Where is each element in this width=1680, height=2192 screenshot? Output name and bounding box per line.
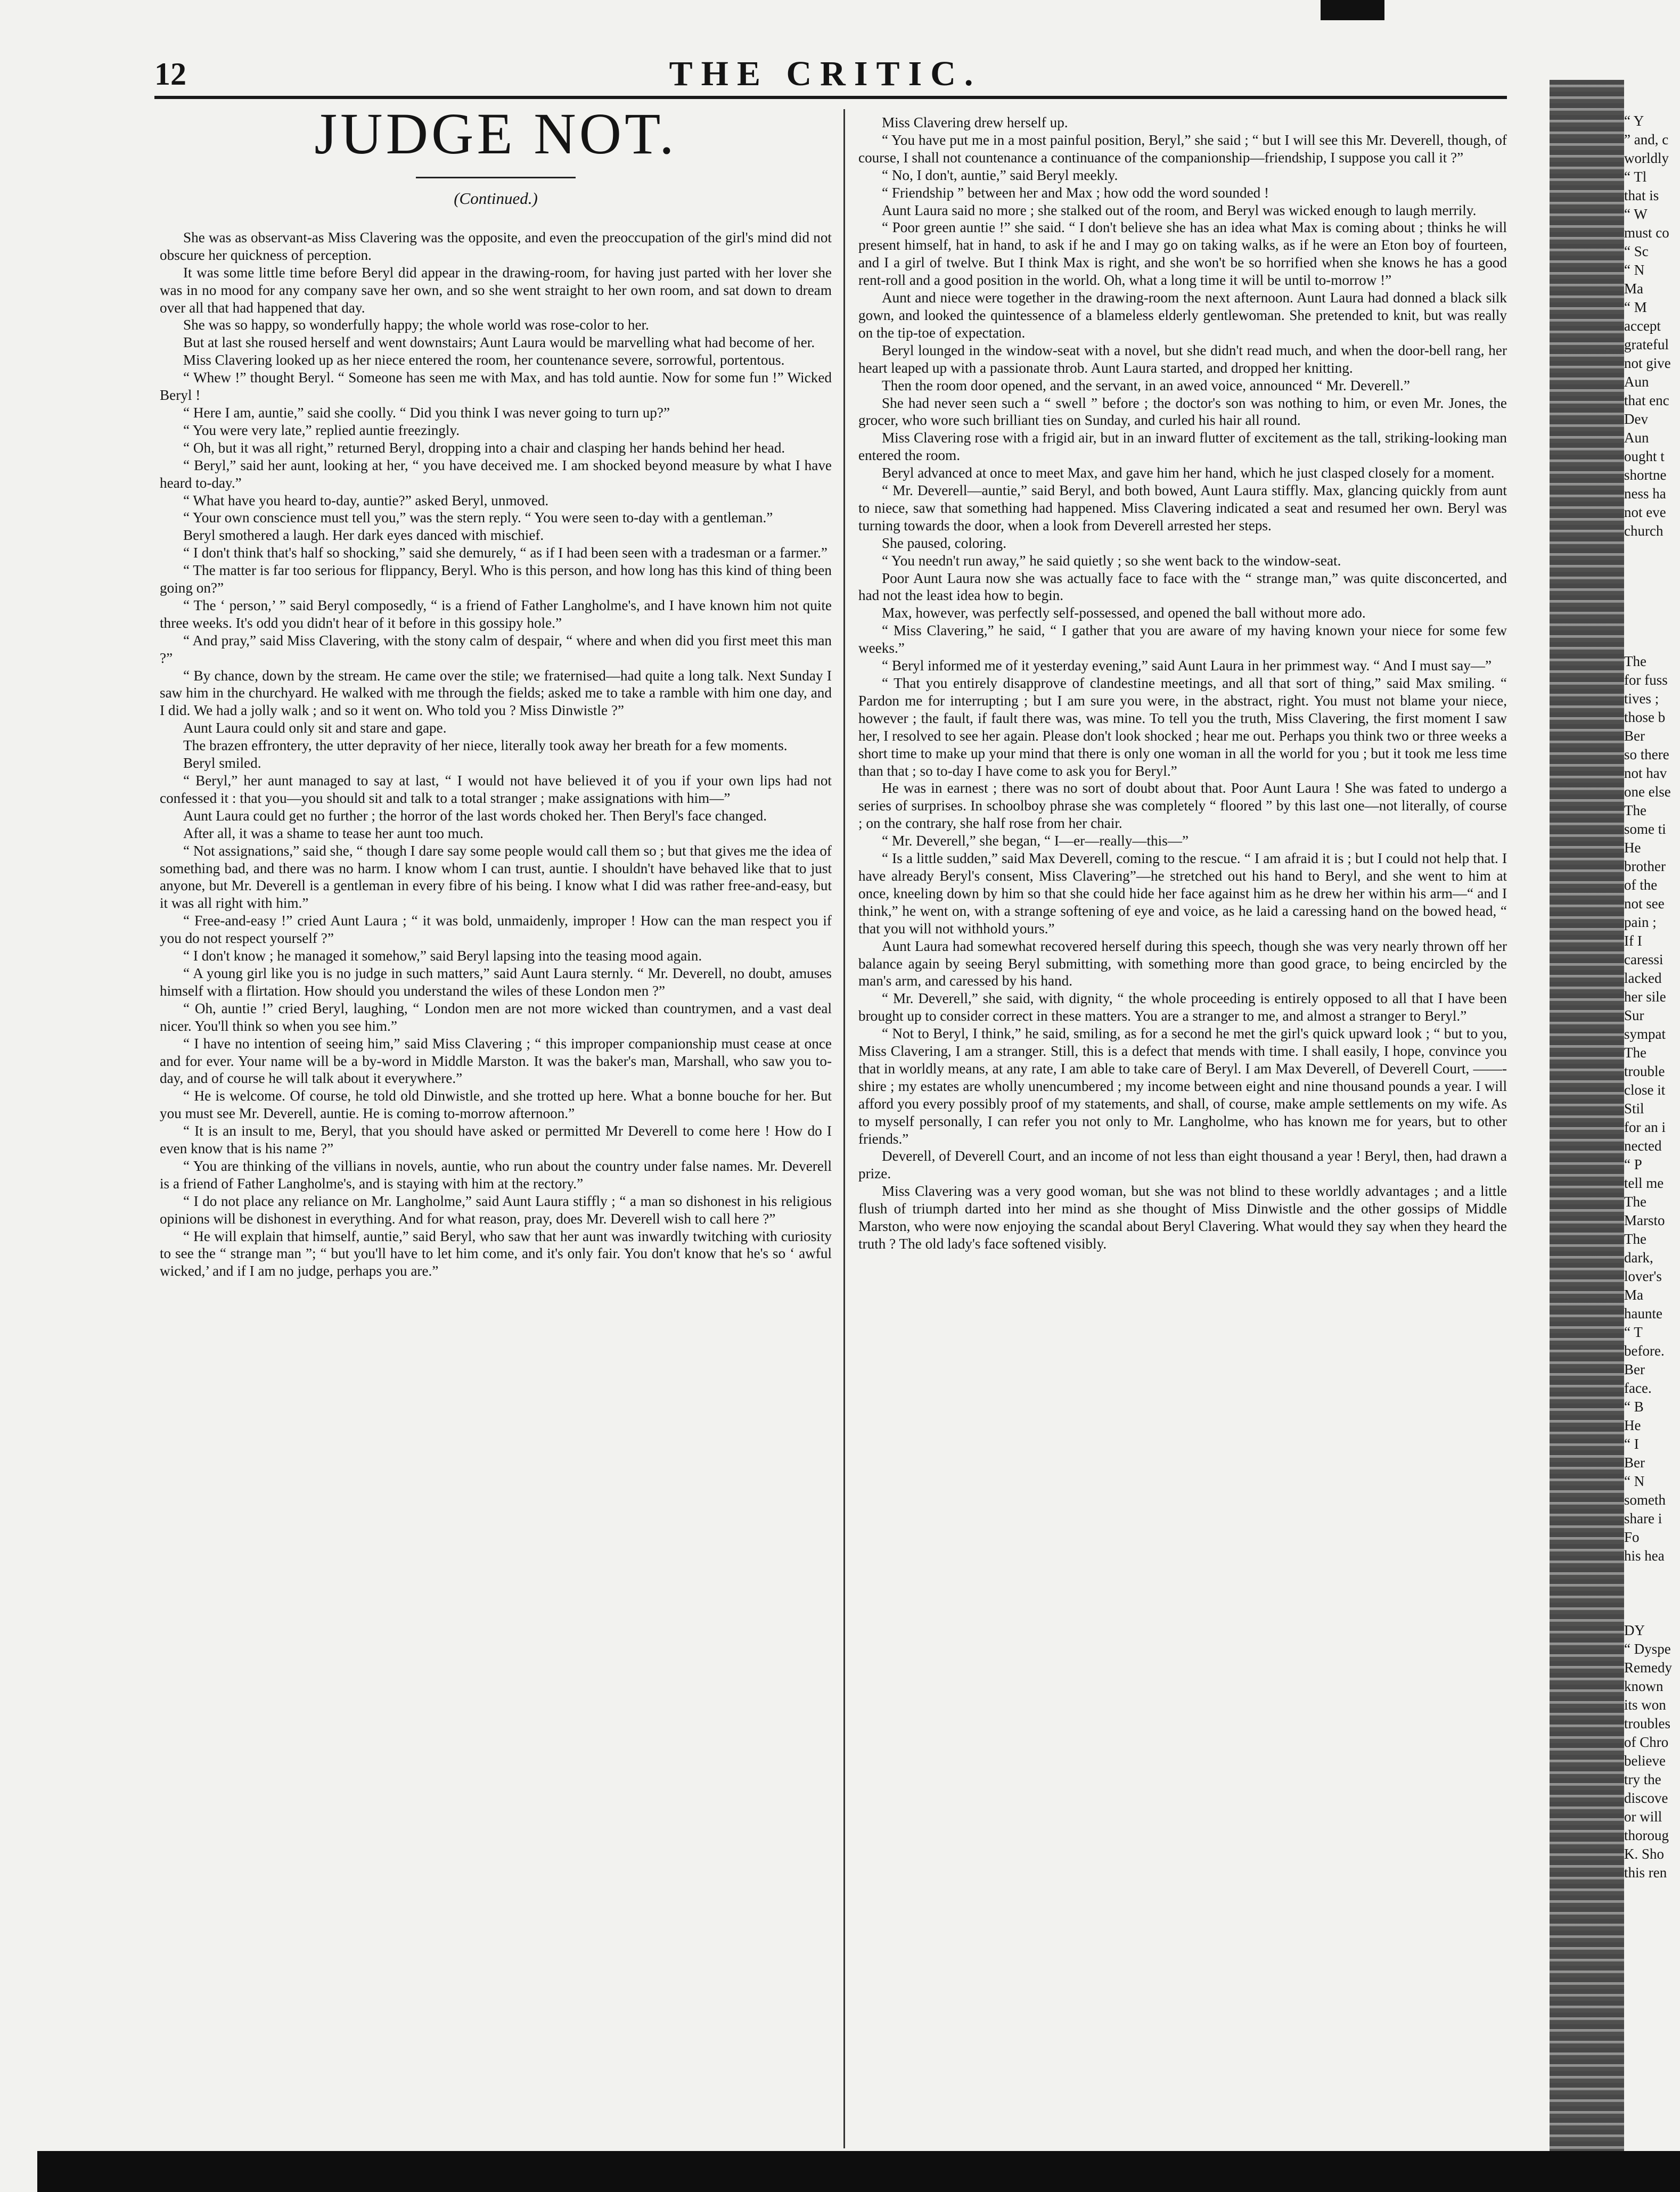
- paragraph: “ Is a little sudden,” said Max Deverell, coming to the rescue. “ I am afraid it is ; but I could not help that. I have already Beryl's consent, Miss Clavering”—he stretched out his hand to Beryl, and she went to him at once, kneeling down by him so that she could hide her face against him as he drew her within his arm—“ and I think,” he went on, with a strange softening of eye and voice, as he laid a caressing hand on the bowed head, “ that you will not withhold yours.”: [858, 850, 1507, 937]
- page-gutter-shadow: [1550, 80, 1624, 2156]
- paragraph: Miss Clavering drew herself up.: [882, 114, 1068, 130]
- paragraph: “ Oh, but it was all right,” returned Beryl, dropping into a chair and clasping her hands behind her head.: [183, 439, 785, 456]
- story-title: JUDGE NOT.: [314, 104, 677, 166]
- paragraph: “ It is an insult to me, Beryl, that you should have asked or permitted Mr Deverell to come here ! How do I even know that is his name ?”: [160, 1123, 832, 1157]
- paragraph: But at last she roused herself and went downstairs; Aunt Laura would be marvelling what had become of her.: [183, 334, 815, 351]
- paragraph: “ Not assignations,” said she, “ though I dare say some people would call them so ; but that gives me the idea of something bad, and there was no harm. I know whom I can trust, auntie. I shouldn't have behaved like that to just anyone, but Mr. Deverell is a gentleman in every fibre of his being. I know what I did was rather free-and-easy, but it was all right with him.”: [160, 842, 832, 912]
- scan-bottom-edge: [37, 2151, 1680, 2192]
- paragraph: “ A young girl like you is no judge in such matters,” said Aunt Laura sternly. “ Mr. Deverell, no doubt, amuses himself with a flirtation. How should you understand the wiles of these London men ?”: [160, 965, 832, 999]
- paragraph: She was so happy, so wonderfully happy; the whole world was rose-color to her.: [183, 317, 649, 333]
- paragraph: “ Beryl,” said her aunt, looking at her, “ you have deceived me. I am shocked beyond measure by what I have heard to-day.”: [160, 457, 832, 491]
- paragraph: “ The ‘ person,’ ” said Beryl composedly, “ is a friend of Father Langholme's, and I have known him not quite three weeks. It's odd you didn't hear of it before in this gossipy hole.”: [160, 597, 832, 631]
- paragraph: “ He will explain that himself, auntie,” said Beryl, who saw that her aunt was inwardly twitching with curiosity to see the “ strange man ”; “ but you'll have to let him come, and it's only fair. You don't know that he's so ‘ awful wicked,’ and if I am no judge, perhaps you are.”: [160, 1228, 832, 1279]
- paragraph: He was in earnest ; there was no sort of doubt about that. Poor Aunt Laura ! She was fated to undergo a series of surprises. In schoolboy phrase she was completely “ floored ” by this last one—not literally, of course ; on the contrary, she half rose from her chair.: [858, 780, 1507, 832]
- story-subtitle: (Continued.): [454, 189, 538, 208]
- paragraph: “ Mr. Deverell,” she said, with dignity, “ the whole proceeding is entirely opposed to all that I have been brought up to consider correct in these matters. You are a stranger to me, and almost a stranger to Beryl.”: [858, 990, 1507, 1024]
- paragraph: Aunt Laura could only sit and stare and gape.: [183, 720, 447, 736]
- paragraph: “ Your own conscience must tell you,” was the stern reply. “ You were seen to-day with a gentleman.”: [183, 510, 773, 526]
- paragraph: She paused, coloring.: [882, 535, 1007, 551]
- paragraph: Aunt and niece were together in the drawing-room the next afternoon. Aunt Laura had donned a black silk gown, and looked the quintessence of a blameless elderly gentlewoman. She pretended to knit, but was really on the tip-toe of expectation.: [858, 290, 1507, 341]
- paragraph: Aunt Laura could get no further ; the horror of the last words choked her. Then Beryl's face changed.: [183, 807, 767, 824]
- column-divider: [843, 109, 845, 2148]
- paragraph: “ Here I am, auntie,” said she coolly. “ Did you think I was never going to turn up?”: [183, 404, 670, 421]
- title-rule: [416, 177, 576, 178]
- column-left: [160, 104, 832, 2160]
- header-rule: [154, 96, 1507, 99]
- paragraph: “ Whew !” thought Beryl. “ Someone has seen me with Max, and has told auntie. Now for some fun !” Wicked Beryl !: [160, 370, 832, 404]
- paragraph: It was some little time before Beryl did appear in the drawing-room, for having just parted with her lover she was in no mood for any company save her own, and so she went straight to her own room, and sat down to dream over all that had happened that day.: [160, 264, 832, 316]
- paragraph: Aunt Laura had somewhat recovered herself during this speech, though she was very nearly thrown off her balance again by seeing Beryl submitting, with something more than good grace, to being encircled by the man's arm, and caressed by his hand.: [858, 938, 1507, 989]
- paragraph: Miss Clavering looked up as her niece entered the room, her countenance severe, sorrowful, portentous.: [183, 352, 785, 368]
- paragraph: “ Beryl informed me of it yesterday evening,” said Aunt Laura in her primmest way. “ And I must say—”: [882, 658, 1492, 674]
- paragraph: Poor Aunt Laura now she was actually face to face with the “ strange man,” was quite disconcerted, and had not the least idea how to begin.: [858, 570, 1507, 604]
- paragraph: “ I don't think that's half so shocking,” said she demurely, “ as if I had been seen with a tradesman or a farmer.”: [183, 545, 827, 561]
- paragraph: “ Miss Clavering,” he said, “ I gather that you are aware of my having known your niece for some few weeks.”: [858, 622, 1507, 656]
- paragraph: “ What have you heard to-day, auntie?” asked Beryl, unmoved.: [183, 492, 549, 508]
- paragraph: “ No, I don't, auntie,” said Beryl meekly.: [882, 167, 1118, 183]
- paragraph: “ You needn't run away,” he said quietly ; so she went back to the window-seat.: [882, 552, 1341, 569]
- scan-ink-mark: [1321, 0, 1384, 20]
- paragraph: Beryl smiled.: [183, 755, 261, 771]
- column-right: [858, 114, 1507, 2153]
- paragraph: “ Mr. Deverell—auntie,” said Beryl, and both bowed, Aunt Laura stiffly. Max, glancing quickly from aunt to niece, saw that something had happened. Miss Clavering indicated a seat and resumed her own. Beryl was turning towards the door, when a look from Deverell arrested her steps.: [858, 482, 1507, 533]
- paragraph: Miss Clavering rose with a frigid air, but in an inward flutter of excitement as the tall, striking-looking man entered the room.: [858, 430, 1507, 464]
- paragraph: “ Mr. Deverell,” she began, “ I—er—really—this—”: [882, 833, 1189, 849]
- paragraph: “ And pray,” said Miss Clavering, with the stony calm of despair, “ where and when did you first meet this man ?”: [160, 632, 832, 666]
- paragraph: “ Oh, auntie !” cried Beryl, laughing, “ London men are not more wicked than countrymen, and a vast deal nicer. You'll think so when you see him.”: [160, 1000, 832, 1034]
- paragraph: “ The matter is far too serious for flippancy, Beryl. Who is this person, and how long has this kind of thing been going on?”: [160, 562, 832, 596]
- paragraph: “ You have put me in a most painful position, Beryl,” she said ; “ but I will see this Mr. Deverell, though, of course, I shall not countenance a continuance of the companionship—friendship, I suppose you call it ?”: [858, 132, 1507, 166]
- paragraph: “ Friendship ” between her and Max ; how odd the word sounded !: [882, 184, 1269, 201]
- paragraph: The brazen effrontery, the utter depravity of her niece, literally took away her breath for a few moments.: [183, 737, 788, 754]
- running-title: THE CRITIC.: [669, 54, 982, 93]
- paragraph: Beryl smothered a laugh. Her dark eyes danced with mischief.: [183, 527, 544, 544]
- paragraph: “ Not to Beryl, I think,” he said, smiling, as for a second he met the girl's quick upward look ; “ but to you, Miss Clavering, I am a stranger. Still, this is a defect that mends with time. I shall easily, I hope, convince you that in worldly means, at any rate, I am able to take care of Beryl. I am Max Deverell, of Deverell Court, ——-shire ; my estates are wholly unencumbered ; my income between eight and nine thousand pounds a year. I will afford you every possibly proof of my statements, and shall, of course, make ample settlements on my wife. As to myself personally, I can refer you not only to Mr. Langholme, who has known me for years, but to other friends.”: [858, 1025, 1507, 1147]
- paragraph: “ Free-and-easy !” cried Aunt Laura ; “ it was bold, unmaidenly, improper ! How can the man respect you if you do not respect yourself ?”: [160, 913, 832, 947]
- paragraph: “ Poor green auntie !” she said. “ I don't believe she has an idea what Max is coming about ; thinks he will present himself, hat in hand, to ask if he and I may go on taking walks, as if he were an Eton boy of fourteen, and I a girl of twelve. But I think Max is right, and she won't be so horrified when she knows he has a good rent-roll and a good position in the world. Oh, what a long time it will be until to-morrow !”: [858, 219, 1507, 289]
- adjacent-page-text: “ Y ” and, c worldly “ Tl that is “ W must co “ Sc “ N Ma “ M accept grateful not give Aun that enc Dev Aun ought t shortne ness ha not eve church The for fuss tives ; those b Ber so there not hav one else The some ti He brother of the not see pain ; If I caressi lacked her sile Sur sympat The trouble close it Stil for an i nected “ P tell me The Marsto The dark, lover's Ma haunte “ T before. Ber face. “ B He “ I Ber “ N someth share i Fo his hea DY “ Dyspe Remedy known its won troubles of Chro believe try the discove or will thoroug K. Sho this ren: [1624, 113, 1672, 1881]
- paragraph: Max, however, was perfectly self-possessed, and opened the ball without more ado.: [882, 605, 1366, 621]
- page-header: [144, 51, 1507, 98]
- paragraph: “ Beryl,” her aunt managed to say at last, “ I would not have believed it of you if your own lips had not confessed it : that you—you should sit and talk to a total stranger ; make assignations with him—”: [160, 773, 832, 806]
- page-number: 12: [154, 56, 186, 92]
- paragraph: “ I have no intention of seeing him,” said Miss Clavering ; “ this improper companionship must cease at once and for ever. Your name will be a by-word in Middle Marston. It was the baker's man, Marshall, who saw you to-day, and of course he will talk about it everywhere.”: [160, 1035, 832, 1087]
- paragraph: Then the room door opened, and the servant, in an awed voice, announced “ Mr. Deverell.”: [882, 377, 1410, 393]
- adjacent-page-edge: [1550, 80, 1680, 2156]
- paragraph: “ You were very late,” replied auntie freezingly.: [183, 422, 460, 438]
- paragraph: “ I don't know ; he managed it somehow,” said Beryl lapsing into the teasing mood again.: [183, 948, 702, 964]
- paragraph: She was as observant-as Miss Clavering was the opposite, and even the preoccupation of the girl's mind did not obscure her quickness of perception.: [160, 229, 832, 263]
- paragraph: “ By chance, down by the stream. He came over the stile; we fraternised—had quite a long talk. Next Sunday I saw him in the churchyard. He walked with me through the fields; asked me to take a ramble with him one day, and I did. We had a jolly walk ; and so it went on. Who told you ? Miss Dinwistle ?”: [160, 667, 832, 719]
- column-left-body: [160, 229, 832, 1280]
- paragraph: “ That you entirely disapprove of clandestine meetings, and all that sort of thing,” said Max smiling. “ Pardon me for interrupting ; but I am sure you were, in the abstract, right. You must not blame your niece, however ; the fault, if fault there was, was mine. To tell you the truth, Miss Clavering, the first moment I saw her, I resolved to see her again. Please don't look shocked ; hear me out. Perhaps you think two or three weeks a short time to make up your mind that there is only one woman in all the world for you ; but it took me less time than that ; so to-day I have come to ask you for Beryl.”: [858, 675, 1507, 779]
- paragraph: After all, it was a shame to tease her aunt too much.: [183, 825, 483, 841]
- paragraph: “ I do not place any reliance on Mr. Langholme,” said Aunt Laura stiffly ; “ a man so dishonest in his religious opinions will be dishonest in everything. And for what reason, pray, does Mr. Deverell wish to call here ?”: [160, 1193, 832, 1227]
- paragraph: She had never seen such a “ swell ” before ; the doctor's son was nothing to him, or even Mr. Jones, the grocer, who wore such brilliant ties on Sunday, and curled his hair all round.: [858, 395, 1507, 429]
- paragraph: Aunt Laura said no more ; she stalked out of the room, and Beryl was wicked enough to laugh merrily.: [882, 202, 1477, 218]
- paragraph: Deverell, of Deverell Court, and an income of not less than eight thousand a year ! Beryl, then, had drawn a prize.: [858, 1148, 1507, 1182]
- paragraph: “ He is welcome. Of course, he told old Dinwistle, and she trotted up here. What a bonne bouche for her. But you must see Mr. Deverell, auntie. He is coming to-morrow afternoon.”: [160, 1088, 832, 1122]
- paragraph: Beryl lounged in the window-seat with a novel, but she didn't read much, and when the door-bell rang, her heart leaped up with a passionate throb. Aunt Laura started, and dropped her knitting.: [858, 342, 1507, 376]
- paragraph: “ You are thinking of the villians in novels, auntie, who run about the country under false names. Mr. Deverell is a friend of Father Langholme's, and is staying with him at the rectory.”: [160, 1157, 832, 1192]
- column-right-body: [858, 114, 1507, 1253]
- paragraph: Beryl advanced at once to meet Max, and gave him her hand, which he just clasped closely for a moment.: [882, 465, 1495, 481]
- paragraph: Miss Clavering was a very good woman, but she was not blind to these worldly advantages ; and a little flush of triumph darted into her mind as she thought of Miss Dinwistle and the other gossips of Middle Marston, who were now enjoying the scandal about Beryl Clavering. What would they say when they heard the truth ? The old lady's face softened visibly.: [858, 1183, 1507, 1252]
